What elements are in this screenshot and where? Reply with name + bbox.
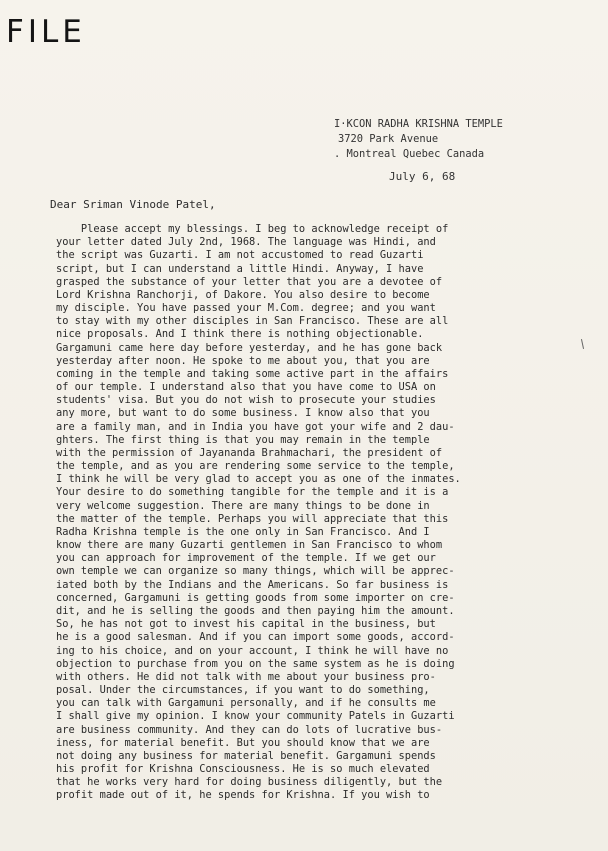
body-line: script, but I can understand a little Hindi. Anyway, I have bbox=[56, 262, 424, 275]
letterhead-line-1: I·KCON RADHA KRISHNA TEMPLE bbox=[334, 118, 503, 130]
body-line: you can approach for improvement of the temple. If we get our bbox=[56, 552, 436, 565]
body-line: that he works very hard for doing business diligently, but the bbox=[56, 776, 443, 789]
body-line: his profit for Krishna Consciousness. He is so much elevated bbox=[56, 763, 430, 776]
body-line: Your desire to do something tangible for the temple and it is a bbox=[56, 486, 449, 499]
body-line: I think he will be very glad to accept you as one of the inmates. bbox=[56, 473, 461, 486]
body-line: yesterday after noon. He spoke to me about you, that you are bbox=[56, 354, 430, 367]
body-line: are business community. And they can do lots of lucrative bus- bbox=[56, 723, 443, 736]
body-line: are a family man, and in India you have got your wife and 2 dau- bbox=[56, 420, 455, 433]
body-line: the matter of the temple. Perhaps you will appreciate that this bbox=[56, 512, 449, 525]
body-line: I shall give my opinion. I know your community Patels in Guzarti bbox=[56, 710, 455, 723]
body-line: the temple, and as you are rendering some service to the temple, bbox=[56, 460, 455, 473]
body-line: your letter dated July 2nd, 1968. The language was Hindi, and bbox=[56, 236, 436, 249]
body-line: concerned, Gargamuni is getting goods from some importer on cre- bbox=[56, 591, 455, 604]
letter-date: July 6, 68 bbox=[389, 170, 456, 183]
body-line: with others. He did not talk with me about your business pro- bbox=[56, 670, 436, 683]
body-line: iness, for material benefit. But you should know that we are bbox=[56, 736, 430, 749]
body-line: not doing any business for material benefit. Gargamuni spends bbox=[56, 749, 436, 762]
body-line: the script was Guzarti. I am not accustomed to read Guzarti bbox=[56, 249, 424, 262]
salutation: Dear Sriman Vinode Patel, bbox=[50, 198, 216, 211]
body-line: he is a good salesman. And if you can import some goods, accord- bbox=[56, 631, 455, 644]
body-line: coming in the temple and taking some active part in the affairs bbox=[56, 367, 449, 380]
body-line: ghters. The first thing is that you may remain in the temple bbox=[56, 433, 430, 446]
body-line: profit made out of it, he spends for Krishna. If you wish to bbox=[56, 789, 430, 802]
body-line: ing to his choice, and on your account, I think he will have no bbox=[56, 644, 449, 657]
body-line: of our temple. I understand also that you have come to USA on bbox=[56, 381, 436, 394]
body-line: Lord Krishna Ranchorji, of Dakore. You also desire to become bbox=[56, 288, 430, 301]
letterhead-line-2: 3720 Park Avenue bbox=[338, 133, 439, 145]
body-line: dit, and he is selling the goods and then paying him the amount. bbox=[56, 604, 455, 617]
body-line: Radha Krishna temple is the one only in San Francisco. And I bbox=[56, 525, 430, 538]
body-line: to stay with my other disciples in San Francisco. These are all bbox=[56, 315, 449, 328]
letterhead-line-3: . Montreal Quebec Canada bbox=[334, 148, 485, 160]
body-line: my disciple. You have passed your M.Com. degree; and you want bbox=[56, 302, 436, 315]
body-line: objection to purchase from you on the same system as he is doing bbox=[56, 657, 455, 670]
body-line: any more, but want to do some business. I know also that you bbox=[56, 407, 430, 420]
body-line: Please accept my blessings. I beg to acknowledge receipt of bbox=[56, 223, 449, 235]
body-line: grasped the substance of your letter that you are a devotee of bbox=[56, 275, 443, 288]
body-line: posal. Under the circumstances, if you want to do something, bbox=[56, 684, 430, 697]
file-stamp: FILE bbox=[6, 14, 86, 50]
body-line: very welcome suggestion. There are many things to be done in bbox=[56, 499, 430, 512]
body-line: know there are many Guzarti gentlemen in San Francisco to whom bbox=[56, 539, 443, 552]
body-line: with the permission of Jayananda Brahmachari, the president of bbox=[56, 446, 443, 459]
body-line: students' visa. But you do not wish to prosecute your studies bbox=[56, 394, 436, 407]
body-line: nice proposals. And I think there is nothing objectionable. bbox=[56, 328, 424, 341]
body-line: you can talk with Gargamuni personally, and if he consults me bbox=[56, 697, 436, 710]
letterhead-address bbox=[334, 117, 503, 162]
body-line: Gargamuni came here day before yesterday, and he has gone back bbox=[56, 341, 443, 354]
body-line: own temple we can organize so many things, which will be apprec- bbox=[56, 565, 455, 578]
body-line: So, he has not got to invest his capital in the business, but bbox=[56, 618, 436, 631]
body-line: iated both by the Indians and the Americans. So far business is bbox=[56, 578, 449, 591]
letter-body bbox=[56, 223, 596, 803]
